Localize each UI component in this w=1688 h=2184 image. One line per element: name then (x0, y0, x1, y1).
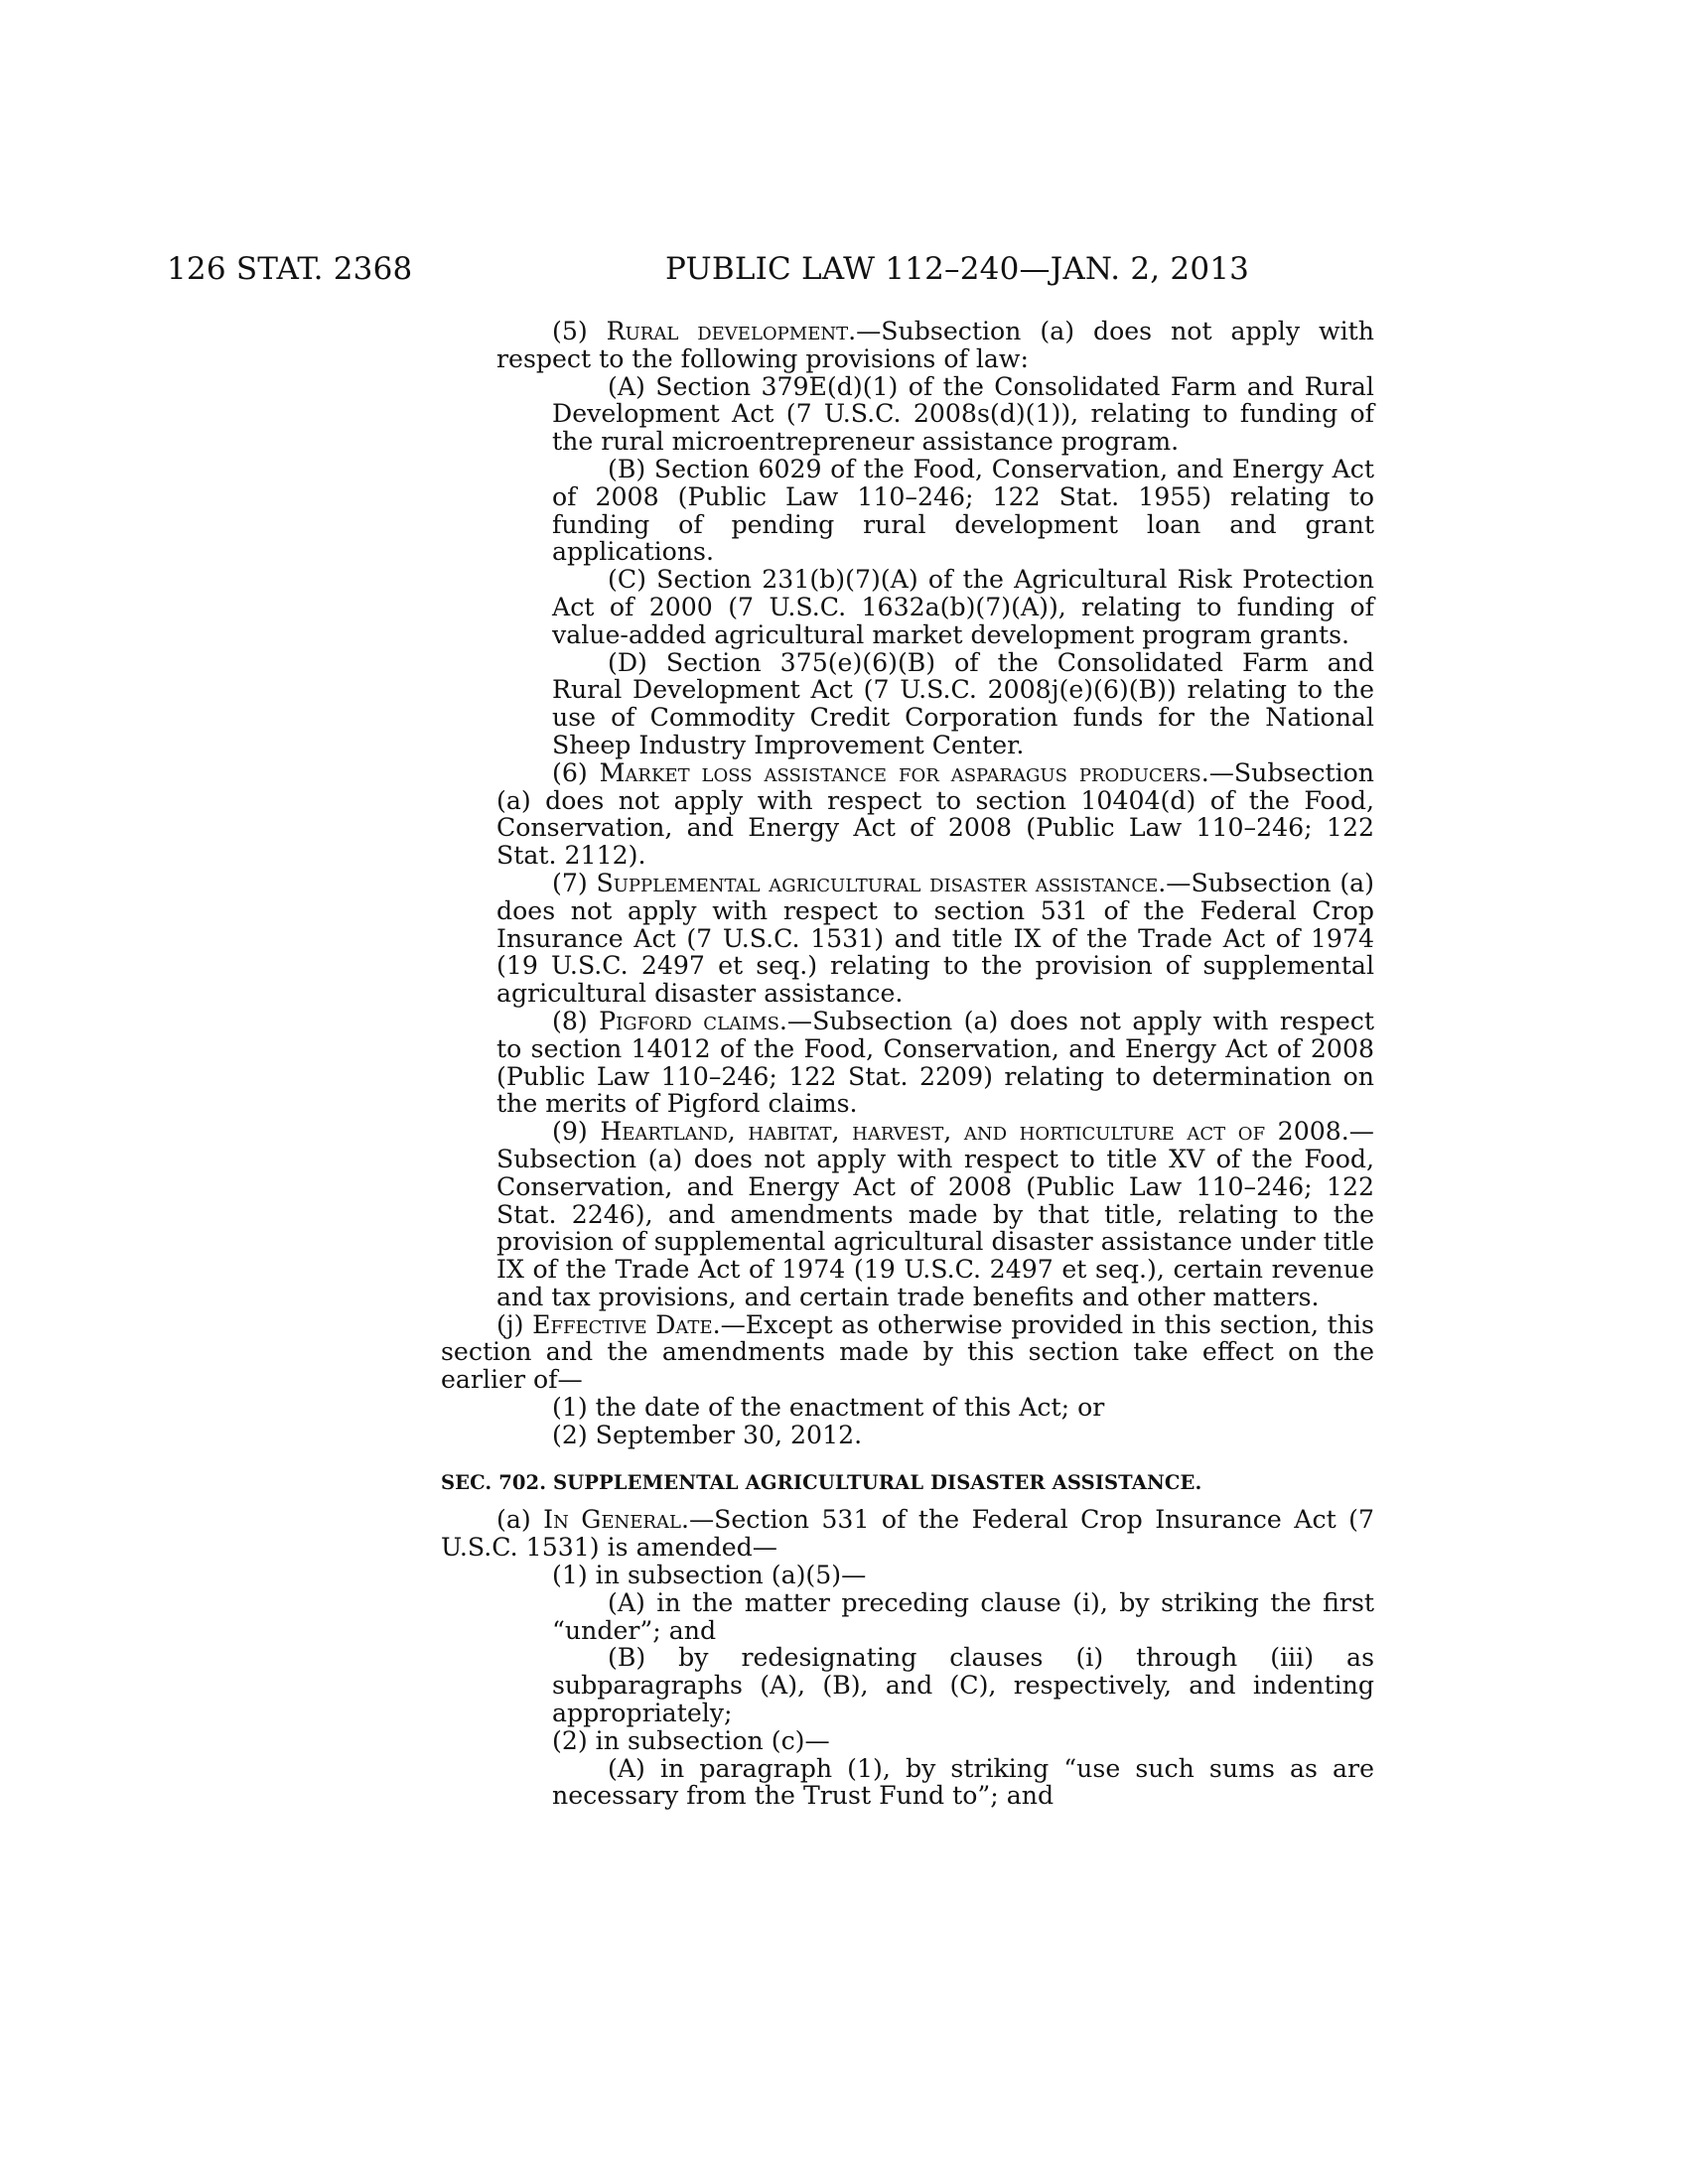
section-702-subsection-a: (a) In General.—Section 531 of the Federal Crop Insurance Act (7 U.S.C. 1531) is amended— (441, 1505, 1374, 1563)
paragraph-heading: Supplemental agricultural disaster assistance (596, 868, 1159, 897)
paragraph-6-asparagus: (6) Market loss assistance for asparagus producers.—Subsection (a) does not apply with respect to section 10404(d) of the Food, Conservation, and Energy Act of 2008 (Public Law 110–246; 122 Stat. 2112). (496, 757, 1375, 871)
document-body (441, 317, 1375, 1811)
subparagraph-5b: (B) Section 6029 of the Food, Conservation, and Energy Act of 2008 (Public Law 110–246; 122 Stat. 1955) relating to funding of pending rural development loan and grant applications. (552, 454, 1374, 567)
subparagraph-5a: (A) Section 379E(d)(1) of the Consolidated Farm and Rural Development Act (7 U.S.C. 2008s(d)(1)), relating to funding of the rural microentrepreneur assistance program. (552, 371, 1374, 457)
subparagraph-5c: (C) Section 231(b)(7)(A) of the Agricultural Risk Protection Act of 2000 (7 U.S.C. 1632a(b)(7)(A)), relating to funding of value-added agricultural market development program grants. (552, 565, 1374, 649)
paragraph-8-pigford: (8) Pigford claims.—Subsection (a) does not apply with respect to section 14012 of the Food, Conservation, and Energy Act of 2008 (Public Law 110–246; 122 Stat. 2209) relating to determination on the merits of Pigford claims. (496, 1006, 1374, 1119)
section-702-item-1b: (B) by redesignating clauses (i) through (iii) as subparagraphs (A), (B), and (C), respectively, and indenting appropriately; (552, 1643, 1374, 1728)
paragraph-9-heartland: (9) Heartland, habitat, harvest, and horticulture act of 2008.—Subsection (a) does not apply with respect to title XV of the Food, Conservation, and Energy Act of 2008 (Public Law 110–246; 122 Stat. 2246), and amendments made by that title, relating to the provision of supplemental agricultural disaster assistance under title IX of the Trade Act of 1974 (19 U.S.C. 2497 et seq.), certain revenue and tax provisions, and certain trade benefits and other matters. (496, 1117, 1374, 1311)
paragraph-heading: Pigford claims (599, 1006, 779, 1035)
paragraph-7-disaster-assistance: (7) Supplemental agricultural disaster assistance.—Subsection (a) does not apply with respect to section 531 of the Federal Crop Insurance Act (7 U.S.C. 1531) and title IX of the Trade Act of 1974 (19 U.S.C. 2497 et seq.) relating to the provision of supplemental agricultural disaster assistance. (496, 868, 1374, 1009)
paragraph-heading: Market loss assistance for asparagus producers (599, 757, 1201, 787)
paragraph-5-rural-development: (5) Rural development.—Subsection (a) does not apply with respect to the following provisions of law: (496, 317, 1374, 373)
paragraph-heading: In General (543, 1505, 681, 1535)
paragraph-heading: Heartland, habitat, harvest, and horticulture act of 2008 (600, 1117, 1341, 1147)
section-702-heading: SEC. 702. SUPPLEMENTAL AGRICULTURAL DISASTER ASSISTANCE. (441, 1470, 1202, 1494)
section-702-item-2: (2) in subsection (c)— (552, 1725, 830, 1755)
subsection-j-effective-date: (j) Effective Date.—Except as otherwise provided in this section, this section and the amendments made by this section take effect on the earlier of— (441, 1309, 1374, 1395)
section-702-item-1a: (A) in the matter preceding clause (i), by striking the first “under”; and (552, 1587, 1374, 1645)
section-702-item-2a: (A) in paragraph (1), by striking “use such sums as are necessary from the Trust Fund to”; and (552, 1753, 1374, 1811)
statute-page-reference: 126 STAT. 2368 (167, 251, 413, 287)
paragraph-heading: Effective Date (532, 1309, 713, 1339)
section-702-item-1: (1) in subsection (a)(5)— (552, 1561, 867, 1590)
effective-date-item-1: (1) the date of the enactment of this Act; or (552, 1393, 1105, 1423)
subparagraph-5d: (D) Section 375(e)(6)(B) of the Consolidated Farm and Rural Development Act (7 U.S.C. 2008j(e)(6)(B)) relating to the use of Commodity Credit Corporation funds for the National Sheep Industry Improvement Center. (552, 647, 1374, 759)
paragraph-heading: Rural development (606, 317, 849, 345)
running-title: PUBLIC LAW 112–240—JAN. 2, 2013 (665, 251, 1250, 287)
effective-date-item-2: (2) September 30, 2012. (552, 1420, 863, 1449)
